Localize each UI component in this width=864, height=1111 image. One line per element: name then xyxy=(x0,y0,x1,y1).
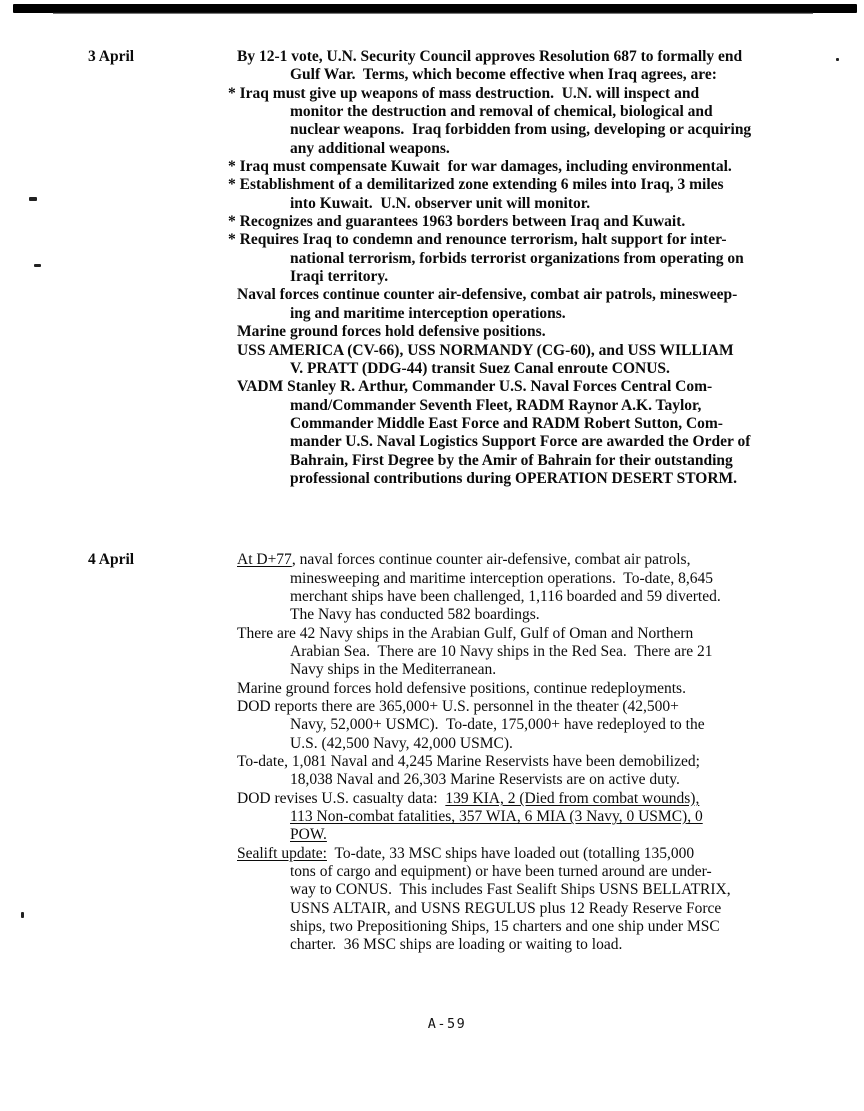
entry-date: 4 April xyxy=(88,551,135,569)
text-line xyxy=(237,625,864,643)
text-segment: To-date, 33 MSC ships have loaded out (totalling 135,000 xyxy=(326,844,695,862)
text-line xyxy=(290,863,864,881)
text-segment: * Recognizes and guarantees 1963 borders between Iraq and Kuwait. xyxy=(228,213,686,231)
text-segment: * Establishment of a demilitarized zone extending 6 miles into Iraq, 3 miles xyxy=(228,176,724,194)
text-segment: There are 42 Navy ships in the Arabian Gulf, Gulf of Oman and Northern xyxy=(237,624,694,642)
text-segment: charter. 36 MSC ships are loading or waiting to load. xyxy=(290,936,623,954)
text-segment: mander U.S. Naval Logistics Support Force are awarded the Order of xyxy=(290,433,751,451)
text-line xyxy=(228,176,864,194)
text-line xyxy=(237,342,864,360)
scan-artifact xyxy=(836,58,839,61)
underlined-text: Sealift update: xyxy=(237,844,327,862)
text-segment: To-date, 1,081 Naval and 4,245 Marine Reservists have been demobilized; xyxy=(237,753,700,771)
text-line xyxy=(290,936,864,954)
text-line xyxy=(237,753,864,771)
chronology-entry xyxy=(0,48,864,488)
text-line xyxy=(290,826,864,844)
text-segment: Iraqi territory. xyxy=(290,268,389,286)
text-segment: minesweeping and maritime interception operations. To-date, 8,645 xyxy=(290,569,714,587)
text-line xyxy=(290,918,864,936)
text-segment: Naval forces continue counter air-defensive, combat air patrols, minesweep- xyxy=(237,286,738,304)
text-line xyxy=(237,286,864,304)
text-segment: into Kuwait. U.N. observer unit will monitor. xyxy=(290,194,591,212)
text-line xyxy=(237,790,864,808)
text-line xyxy=(237,378,864,396)
text-line xyxy=(290,735,864,753)
chronology-entries xyxy=(0,48,864,955)
text-line xyxy=(228,231,864,249)
text-segment: USNS ALTAIR, and USNS REGULUS plus 12 Ready Reserve Force xyxy=(290,899,722,917)
text-line xyxy=(290,305,864,323)
underlined-text: POW. xyxy=(290,826,327,844)
text-line xyxy=(228,213,864,231)
text-line xyxy=(228,158,864,176)
text-segment: V. PRATT (DDG-44) transit Suez Canal enroute CONUS. xyxy=(290,359,670,377)
text-line xyxy=(290,250,864,268)
text-segment: * Requires Iraq to condemn and renounce terrorism, halt support for inter- xyxy=(228,231,727,249)
chronology-entry xyxy=(0,551,864,955)
text-line xyxy=(290,360,864,378)
text-line xyxy=(290,140,864,158)
text-segment: professional contributions during OPERATION DESERT STORM. xyxy=(290,469,738,487)
text-segment: By 12-1 vote, U.N. Security Council approves Resolution 687 to formally end xyxy=(237,48,743,65)
scan-artifact xyxy=(34,264,41,267)
text-line xyxy=(237,680,864,698)
text-segment: nuclear weapons. Iraq forbidden from using, developing or acquiring xyxy=(290,121,752,139)
underlined-text: At D+77 xyxy=(237,551,292,569)
text-line xyxy=(290,433,864,451)
text-line xyxy=(290,470,864,488)
text-line xyxy=(237,845,864,863)
text-line xyxy=(237,323,864,341)
underlined-text: 113 Non-combat fatalities, 357 WIA, 6 MIA (3 Navy, 0 USMC), 0 xyxy=(290,808,703,826)
page-number: A-59 xyxy=(427,1016,467,1032)
text-segment: , naval forces continue counter air-defensive, combat air patrols, xyxy=(291,551,691,569)
text-line xyxy=(290,415,864,433)
text-segment: ing and maritime interception operations. xyxy=(290,304,566,322)
underlined-text: 139 KIA, 2 (Died from combat wounds), xyxy=(445,789,700,807)
text-line xyxy=(290,661,864,679)
text-line xyxy=(290,716,864,734)
text-line xyxy=(290,195,864,213)
text-segment: any additional weapons. xyxy=(290,139,450,157)
text-segment: mand/Commander Seventh Fleet, RADM Raynor A.K. Taylor, xyxy=(290,396,702,414)
text-segment: Gulf War. Terms, which become effective when Iraq agrees, are: xyxy=(290,66,717,84)
text-segment: Navy, 52,000+ USMC). To-date, 175,000+ have redeployed to the xyxy=(290,716,705,734)
text-segment: 18,038 Naval and 26,303 Marine Reservists are on active duty. xyxy=(290,771,680,789)
text-line xyxy=(290,808,864,826)
text-segment: Marine ground forces hold defensive positions. xyxy=(237,323,546,341)
text-segment: Marine ground forces hold defensive positions, continue redeployments. xyxy=(237,679,686,697)
text-line xyxy=(290,771,864,789)
text-segment: DOD revises U.S. casualty data: xyxy=(237,789,446,807)
text-segment: monitor the destruction and removal of chemical, biological and xyxy=(290,103,713,121)
text-line xyxy=(237,551,864,569)
scan-top-rule xyxy=(13,4,857,13)
text-segment: * Iraq must compensate Kuwait for war damages, including environmental. xyxy=(228,158,732,176)
scan-artifact xyxy=(21,912,24,918)
text-line xyxy=(290,643,864,661)
text-segment: ships, two Prepositioning Ships, 15 charters and one ship under MSC xyxy=(290,918,720,936)
text-segment: merchant ships have been challenged, 1,116 boarded and 59 diverted. xyxy=(290,587,721,605)
text-segment: tons of cargo and equipment) or have been turned around are under- xyxy=(290,863,712,881)
entry-body xyxy=(228,48,864,488)
text-line xyxy=(290,103,864,121)
text-segment: * Iraq must give up weapons of mass destruction. U.N. will inspect and xyxy=(228,84,700,102)
text-line xyxy=(237,698,864,716)
text-segment: Commander Middle East Force and RADM Robert Sutton, Com- xyxy=(290,414,723,432)
text-line xyxy=(290,881,864,899)
text-line xyxy=(290,397,864,415)
text-segment: way to CONUS. This includes Fast Sealift Ships USNS BELLATRIX, xyxy=(290,881,731,899)
text-line xyxy=(290,121,864,139)
scan-artifact xyxy=(29,197,37,201)
text-line xyxy=(290,452,864,470)
text-segment: USS AMERICA (CV-66), USS NORMANDY (CG-60), and USS WILLIAM xyxy=(237,341,734,359)
text-segment: Navy ships in the Mediterranean. xyxy=(290,661,497,679)
text-line xyxy=(290,268,864,286)
text-segment: VADM Stanley R. Arthur, Commander U.S. Naval Forces Central Com- xyxy=(237,378,713,396)
text-line xyxy=(290,66,864,84)
entry-body xyxy=(237,551,864,955)
text-segment: The Navy has conducted 582 boardings. xyxy=(290,606,540,624)
text-line xyxy=(290,570,864,588)
text-line xyxy=(228,85,864,103)
entry-date: 3 April xyxy=(88,48,135,65)
text-segment: U.S. (42,500 Navy, 42,000 USMC). xyxy=(290,734,513,752)
text-segment: Bahrain, First Degree by the Amir of Bahrain for their outstanding xyxy=(290,451,733,469)
text-segment: national terrorism, forbids terrorist organizations from operating on xyxy=(290,249,744,267)
text-line xyxy=(290,588,864,606)
text-line xyxy=(237,48,864,66)
text-line xyxy=(290,900,864,918)
text-line xyxy=(290,606,864,624)
text-segment: Arabian Sea. There are 10 Navy ships in the Red Sea. There are 21 xyxy=(290,642,713,660)
text-segment: DOD reports there are 365,000+ U.S. personnel in the theater (42,500+ xyxy=(237,698,679,715)
